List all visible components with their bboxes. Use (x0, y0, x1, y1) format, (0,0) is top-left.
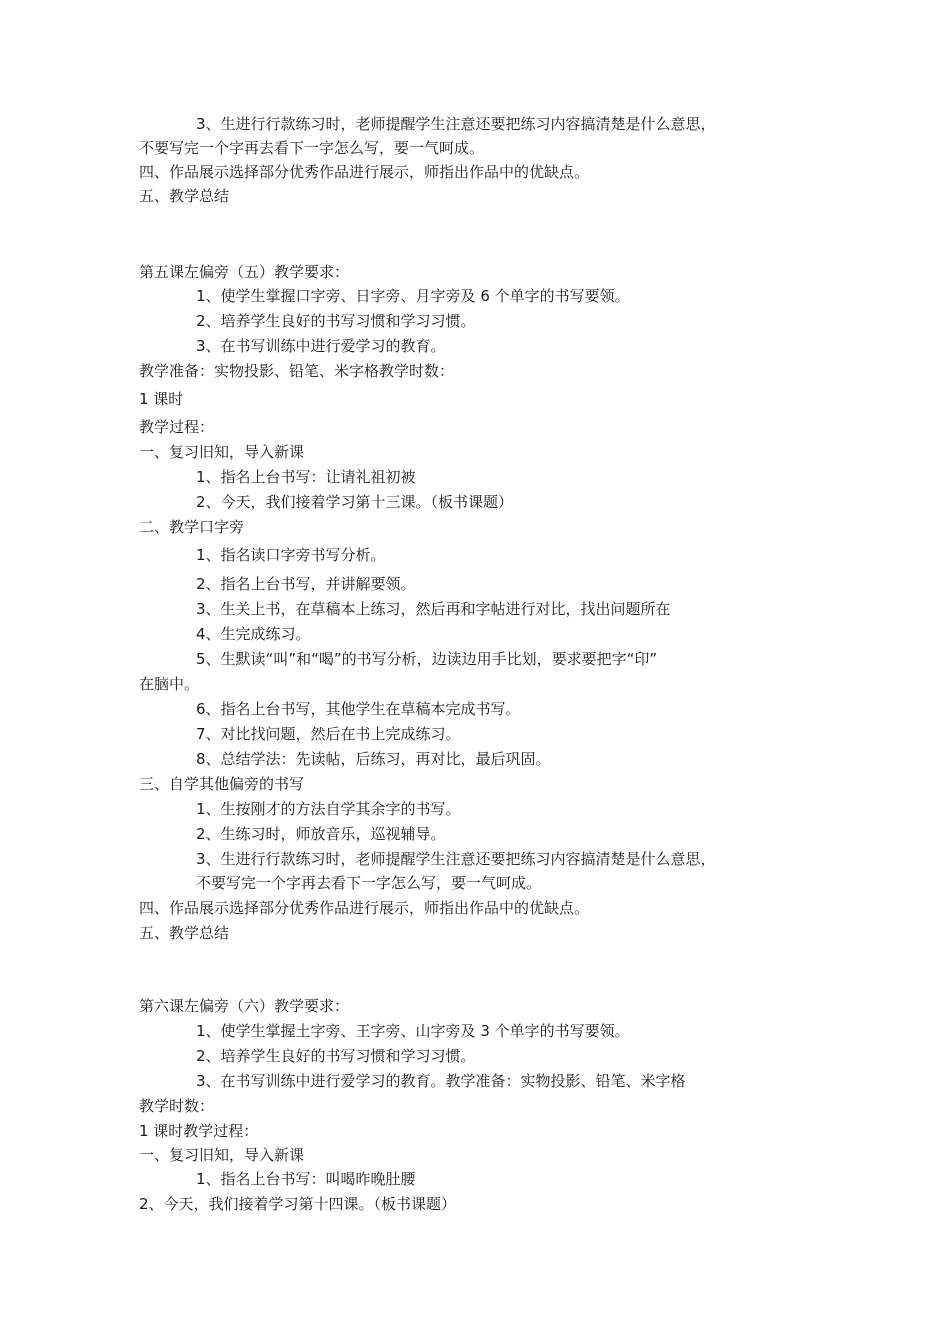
text-line: 2、生练习时，师放音乐，巡视辅导。 (196, 825, 446, 843)
text-line: 1、使学生掌握口字旁、日字旁、月字旁及 6 个单字的书写要领。 (196, 287, 630, 305)
text-line: 在脑中。 (139, 675, 200, 693)
text-line: 2、培养学生良好的书写习惯和学习习惯。 (196, 312, 476, 330)
text-line: 1、生按刚才的方法自学其余字的书写。 (196, 800, 461, 818)
text-line: 教学时数： (139, 1097, 215, 1115)
text-line: 教学过程： (139, 418, 215, 436)
text-line: 2、指名上台书写，并讲解要领。 (196, 575, 416, 593)
text-line: 1、指名读口字旁书写分析。 (196, 546, 386, 564)
section-heading: 五、教学总结 (139, 187, 230, 205)
text-line: 3、生进行行款练习时，老师提醒学生注意还要把练习内容搞清楚是什么意思， (196, 850, 716, 868)
text-line: 教学准备：实物投影、铅笔、米字格教学时数： (139, 362, 455, 380)
text-line: 2、今天，我们接着学习第十四课。（板书课题） (139, 1195, 457, 1213)
text-line: 7、对比找问题，然后在书上完成练习。 (196, 725, 461, 743)
section-heading: 三、自学其他偏旁的书写 (139, 775, 305, 793)
text-line: 四、作品展示选择部分优秀作品进行展示，师指出作品中的优缺点。 (139, 899, 590, 917)
lesson-title: 第五课左偏旁（五）教学要求： (139, 263, 350, 281)
text-line: 1、指名上台书写：让请礼祖初被 (196, 468, 416, 486)
section-heading: 二、教学口字旁 (139, 518, 245, 536)
text-line: 2、培养学生良好的书写习惯和学习习惯。 (196, 1047, 476, 1065)
section-heading: 五、教学总结 (139, 924, 230, 942)
text-line: 6、指名上台书写，其他学生在草稿本完成书写。 (196, 700, 521, 718)
text-line: 3、在书写训练中进行爱学习的教育。教学准备：实物投影、铅笔、米字格 (196, 1072, 686, 1090)
lesson-title: 第六课左偏旁（六）教学要求： (139, 997, 350, 1015)
text-line: 四、作品展示选择部分优秀作品进行展示，师指出作品中的优缺点。 (139, 163, 590, 181)
text-line: 3、在书写训练中进行爱学习的教育。 (196, 337, 446, 355)
text-line: 1、使学生掌握土字旁、王字旁、山字旁及 3 个单字的书写要领。 (196, 1022, 630, 1040)
text-line: 1、指名上台书写：叫喝昨晚肚腰 (196, 1170, 416, 1188)
section-heading: 一、复习旧知，导入新课 (139, 1146, 305, 1164)
text-line: 不要写完一个字再去看下一字怎么写，要一气呵成。 (196, 874, 542, 892)
text-line: 不要写完一个字再去看下一字怎么写，要一气呵成。 (139, 139, 485, 157)
text-line: 4、生完成练习。 (196, 625, 311, 643)
text-line: 1 课时教学过程： (139, 1122, 259, 1140)
text-line: 1 课时 (139, 390, 184, 408)
text-line: 5、生默读“叫”和“喝”的书写分析，边读边用手比划，要求要把字“印” (196, 650, 658, 668)
text-line: 3、生进行行款练习时，老师提醒学生注意还要把练习内容搞清楚是什么意思， (196, 115, 716, 133)
text-line: 3、生关上书，在草稿本上练习，然后再和字帖进行对比，找出问题所在 (196, 600, 671, 618)
text-line: 8、总结学法：先读帖，后练习，再对比，最后巩固。 (196, 750, 551, 768)
section-heading: 一、复习旧知，导入新课 (139, 443, 305, 461)
text-line: 2、今天，我们接着学习第十三课。（板书课题） (196, 493, 514, 511)
